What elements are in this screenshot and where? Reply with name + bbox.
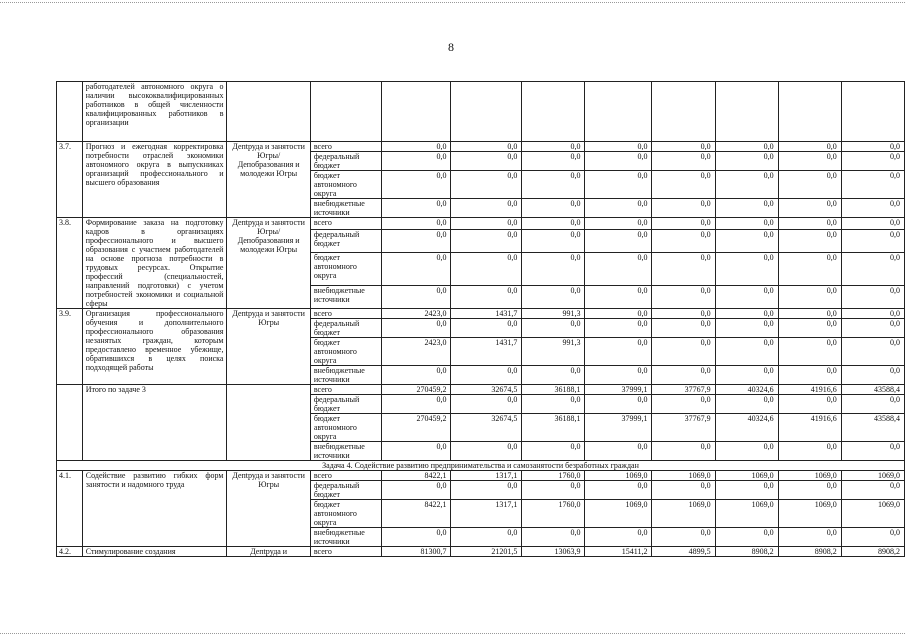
funding-source-label: внебюджетные источники [310,528,382,547]
value-cell: 0,0 [585,338,652,366]
value-cell [715,82,778,142]
value-cell: 0,0 [841,142,904,152]
row-number-cell: 3.7. [57,142,83,218]
value-cell: 0,0 [451,142,522,152]
task-header-row [57,461,905,471]
value-cell: 0,0 [715,199,778,218]
funding-source-label: всего [310,309,382,319]
responsible-executor: Депtруда и занятости Югры [227,471,310,547]
value-cell: 36188,1 [522,414,585,442]
funding-source-label: бюджет автономного округа [310,500,382,528]
value-cell: 0,0 [382,142,451,152]
value-cell: 0,0 [522,442,585,461]
value-cell: 0,0 [715,142,778,152]
responsible-cell [227,82,310,142]
value-cell: 0,0 [652,338,715,366]
value-cell: 0,0 [522,229,585,252]
value-cell: 0,0 [522,481,585,500]
value-cell: 0,0 [841,152,904,171]
value-cell: 0,0 [522,528,585,547]
value-cell: 0,0 [652,218,715,230]
budget-table [56,81,905,557]
value-cell: 0,0 [652,309,715,319]
value-cell: 0,0 [451,171,522,199]
value-cell: 0,0 [585,366,652,385]
funding-source-label: всего [310,471,382,481]
value-cell: 0,0 [841,481,904,500]
value-cell: 1069,0 [585,471,652,481]
table-row [57,218,905,230]
value-cell: 1069,0 [715,471,778,481]
measure-description: Итого по задаче 3 [82,385,227,461]
value-cell: 0,0 [778,252,841,286]
value-cell: 0,0 [522,252,585,286]
value-cell: 0,0 [841,218,904,230]
value-cell: 0,0 [778,481,841,500]
row-number-cell [57,385,83,461]
funding-source-label: федеральный бюджет [310,395,382,414]
value-cell: 0,0 [652,252,715,286]
value-cell: 32674,5 [451,385,522,395]
value-cell: 0,0 [715,218,778,230]
value-cell: 0,0 [382,252,451,286]
value-cell: 0,0 [715,338,778,366]
value-cell: 0,0 [522,218,585,230]
value-cell [451,82,522,142]
value-cell: 1069,0 [778,500,841,528]
value-cell: 1069,0 [778,471,841,481]
row-number-cell: 4.1. [57,471,83,547]
responsible-executor: Депtруда и занятости Югры [227,309,310,385]
value-cell: 37767,9 [652,385,715,395]
table-row [57,547,905,557]
value-cell: 270459,2 [382,385,451,395]
row-number-cell [57,82,83,142]
value-cell: 0,0 [652,142,715,152]
value-cell: 0,0 [451,286,522,309]
value-cell: 0,0 [585,528,652,547]
value-cell: 991,3 [522,309,585,319]
value-cell: 0,0 [522,319,585,338]
value-cell: 0,0 [382,442,451,461]
funding-source-label: федеральный бюджет [310,152,382,171]
value-cell: 1431,7 [451,338,522,366]
value-cell: 0,0 [522,171,585,199]
value-cell: 0,0 [841,366,904,385]
value-cell: 1760,0 [522,471,585,481]
value-cell: 43588,4 [841,414,904,442]
funding-source-label: всего [310,142,382,152]
value-cell: 0,0 [778,142,841,152]
value-cell: 1317,1 [451,500,522,528]
value-cell: 0,0 [652,442,715,461]
value-cell: 41916,6 [778,385,841,395]
source-cell [310,82,382,142]
value-cell: 0,0 [841,528,904,547]
value-cell: 0,0 [841,171,904,199]
page-number: 8 [448,40,454,54]
value-cell: 1069,0 [652,500,715,528]
responsible-executor: Депtруда и занятости Югры/Депобразования и молодежи Югры [227,218,310,309]
value-cell: 8908,2 [841,547,904,557]
responsible-executor: Депtруда и [227,547,310,557]
value-cell: 991,3 [522,338,585,366]
value-cell: 37767,9 [652,414,715,442]
funding-source-label: федеральный бюджет [310,481,382,500]
value-cell: 0,0 [451,229,522,252]
funding-source-label: федеральный бюджет [310,229,382,252]
value-cell: 2423,0 [382,338,451,366]
value-cell [778,82,841,142]
value-cell: 0,0 [778,229,841,252]
value-cell: 0,0 [451,395,522,414]
value-cell: 0,0 [585,142,652,152]
value-cell [382,82,451,142]
value-cell: 40324,6 [715,385,778,395]
value-cell: 0,0 [841,319,904,338]
measure-description: работодателей автономного округа о наличии высококвалифицированных работников в общей численности квалифицированных работников в организации [82,82,227,142]
value-cell: 13063,9 [522,547,585,557]
value-cell: 1431,7 [451,309,522,319]
value-cell: 37999,1 [585,385,652,395]
value-cell: 1317,1 [451,471,522,481]
value-cell: 0,0 [382,218,451,230]
value-cell [652,82,715,142]
value-cell: 1069,0 [715,500,778,528]
value-cell: 0,0 [382,152,451,171]
value-cell: 0,0 [382,171,451,199]
value-cell: 2423,0 [382,309,451,319]
value-cell: 0,0 [585,481,652,500]
value-cell: 0,0 [778,152,841,171]
table-row [57,82,905,142]
funding-source-label: внебюджетные источники [310,286,382,309]
funding-source-label: федеральный бюджет [310,319,382,338]
value-cell: 1069,0 [585,500,652,528]
value-cell: 0,0 [585,229,652,252]
value-cell [522,82,585,142]
value-cell: 0,0 [778,319,841,338]
value-cell: 0,0 [382,481,451,500]
funding-source-label: бюджет автономного округа [310,171,382,199]
value-cell: 0,0 [522,142,585,152]
row-number-cell: 3.8. [57,218,83,309]
row-number-cell: 4.2. [57,547,83,557]
value-cell: 0,0 [652,395,715,414]
value-cell: 0,0 [585,218,652,230]
value-cell: 0,0 [522,286,585,309]
value-cell: 0,0 [715,528,778,547]
funding-source-label: бюджет автономного округа [310,414,382,442]
value-cell: 21201,5 [451,547,522,557]
responsible-executor: Депtруда и занятости Югры/Депобразования и молодежи Югры [227,142,310,218]
value-cell: 0,0 [451,252,522,286]
funding-source-label: внебюджетные источники [310,366,382,385]
value-cell: 0,0 [652,481,715,500]
value-cell: 0,0 [778,442,841,461]
value-cell: 0,0 [715,252,778,286]
value-cell: 0,0 [382,395,451,414]
table-row [57,142,905,152]
value-cell: 0,0 [451,218,522,230]
responsible-executor [227,385,310,461]
value-cell: 37999,1 [585,414,652,442]
value-cell: 0,0 [778,171,841,199]
value-cell: 0,0 [522,366,585,385]
table-body [57,82,905,557]
value-cell: 8422,1 [382,500,451,528]
value-cell: 8908,2 [778,547,841,557]
funding-source-label: бюджет автономного округа [310,338,382,366]
value-cell: 0,0 [715,229,778,252]
value-cell: 40324,6 [715,414,778,442]
row-number-cell: 3.9. [57,309,83,385]
value-cell: 81300,7 [382,547,451,557]
table-row [57,309,905,319]
value-cell: 8422,1 [382,471,451,481]
measure-description: Прогноз и ежегодная корректировка потребности отраслей экономики автономного округа в выпускниках организаций профессионального и высшего образования [82,142,227,218]
value-cell: 0,0 [522,152,585,171]
measure-description: Содействие развитию гибких форм занятости и надомного труда [82,471,227,547]
value-cell: 0,0 [652,286,715,309]
task-title: Задача 4. Содействие развитию предпринимательства и самозанятости безработных граждан [57,461,905,471]
value-cell: 0,0 [841,395,904,414]
value-cell: 0,0 [585,319,652,338]
value-cell: 15411,2 [585,547,652,557]
value-cell: 0,0 [585,395,652,414]
measure-description: Стимулирование создания [82,547,227,557]
funding-source-label: внебюджетные источники [310,442,382,461]
value-cell: 0,0 [778,528,841,547]
table-row [57,471,905,481]
value-cell: 0,0 [451,528,522,547]
funding-source-label: всего [310,547,382,557]
value-cell: 0,0 [841,286,904,309]
value-cell: 0,0 [715,366,778,385]
value-cell: 0,0 [841,442,904,461]
value-cell: 0,0 [652,229,715,252]
value-cell: 0,0 [841,338,904,366]
value-cell [841,82,904,142]
value-cell: 8908,2 [715,547,778,557]
value-cell: 0,0 [451,319,522,338]
value-cell: 0,0 [715,309,778,319]
measure-description: Формирование заказа на подготовку кадров в организациях профессионального и высшего образования с участием работодателей на основе прогноза потребности в трудовых ресурсах. Открытие профессий (специальностей, направлений подготовки) с учетом потребностей экономики и социальной сферы [82,218,227,309]
value-cell: 0,0 [652,199,715,218]
value-cell: 0,0 [778,338,841,366]
value-cell: 1069,0 [841,471,904,481]
value-cell: 0,0 [778,395,841,414]
value-cell: 1069,0 [652,471,715,481]
value-cell: 0,0 [451,481,522,500]
value-cell: 0,0 [652,366,715,385]
value-cell: 0,0 [382,366,451,385]
value-cell: 0,0 [715,319,778,338]
value-cell: 0,0 [715,442,778,461]
value-cell: 0,0 [652,152,715,171]
value-cell: 0,0 [715,395,778,414]
value-cell: 0,0 [382,286,451,309]
value-cell: 32674,5 [451,414,522,442]
value-cell: 0,0 [522,395,585,414]
value-cell: 36188,1 [522,385,585,395]
funding-source-label: бюджет автономного округа [310,252,382,286]
value-cell: 0,0 [715,152,778,171]
value-cell: 0,0 [778,286,841,309]
measure-description: Организация профессионального обучения и дополнительного профессионального образования незанятых граждан, которым предоставлено временное убежище, обратившихся в целях поиска подходящей работы [82,309,227,385]
value-cell: 0,0 [451,152,522,171]
value-cell: 1760,0 [522,500,585,528]
value-cell: 0,0 [585,252,652,286]
value-cell: 0,0 [451,199,522,218]
value-cell: 0,0 [585,199,652,218]
value-cell: 0,0 [382,319,451,338]
value-cell: 0,0 [841,252,904,286]
value-cell: 0,0 [585,171,652,199]
value-cell: 41916,6 [778,414,841,442]
value-cell: 0,0 [585,442,652,461]
funding-source-label: внебюджетные источники [310,199,382,218]
value-cell: 1069,0 [841,500,904,528]
value-cell: 0,0 [451,366,522,385]
value-cell: 0,0 [382,229,451,252]
value-cell: 43588,4 [841,385,904,395]
value-cell: 0,0 [841,199,904,218]
value-cell: 0,0 [451,442,522,461]
value-cell [585,82,652,142]
value-cell: 270459,2 [382,414,451,442]
value-cell: 0,0 [778,366,841,385]
value-cell: 0,0 [382,199,451,218]
value-cell: 0,0 [778,218,841,230]
value-cell: 0,0 [585,309,652,319]
value-cell: 0,0 [841,229,904,252]
scan-edge-bottom [0,633,905,635]
value-cell: 0,0 [522,199,585,218]
value-cell: 0,0 [778,199,841,218]
value-cell: 0,0 [652,528,715,547]
value-cell: 0,0 [382,528,451,547]
value-cell: 0,0 [715,171,778,199]
value-cell: 0,0 [715,286,778,309]
value-cell: 0,0 [652,319,715,338]
value-cell: 0,0 [841,309,904,319]
value-cell: 0,0 [778,309,841,319]
value-cell: 0,0 [715,481,778,500]
funding-source-label: всего [310,218,382,230]
scan-edge-top [0,2,905,4]
table-row [57,385,905,395]
value-cell: 0,0 [585,152,652,171]
funding-source-label: всего [310,385,382,395]
value-cell: 0,0 [585,286,652,309]
value-cell: 0,0 [652,171,715,199]
value-cell: 4899,5 [652,547,715,557]
